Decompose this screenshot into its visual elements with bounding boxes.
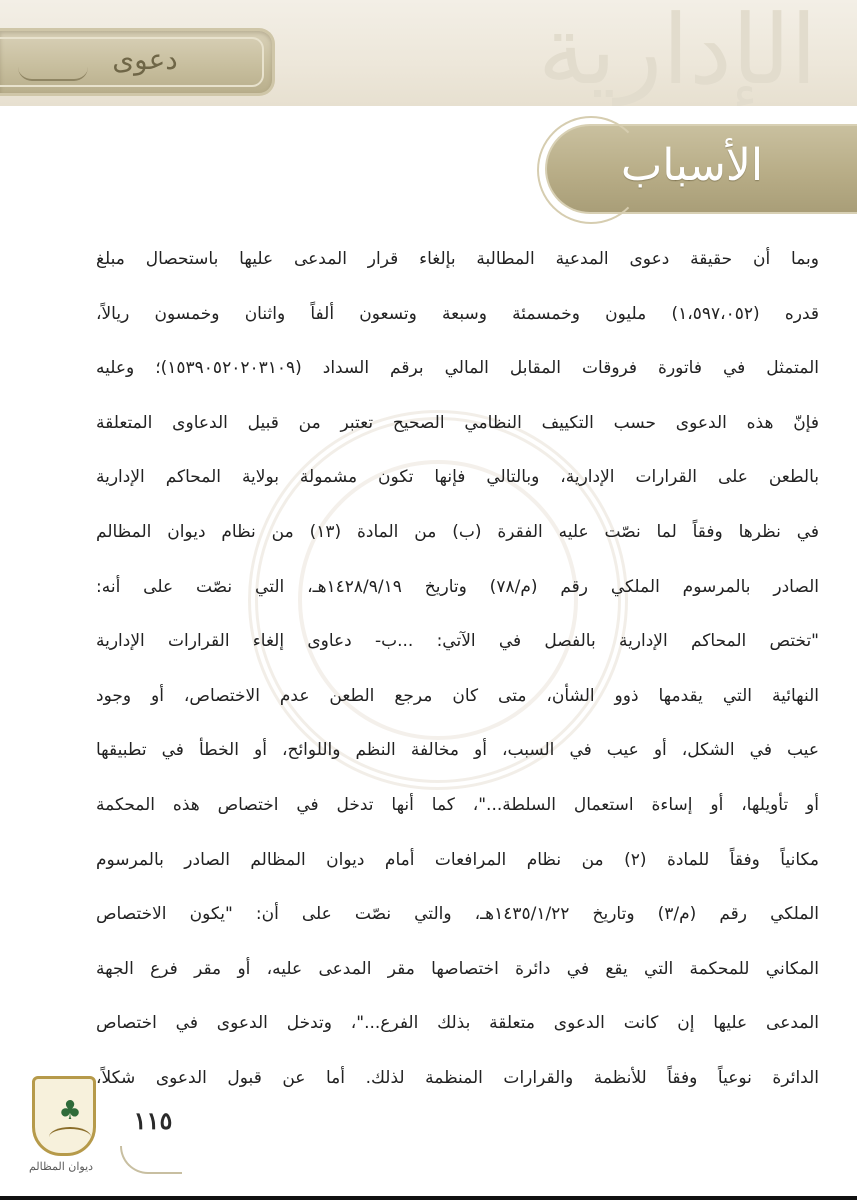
text-line: النهائية التي يقدمها ذوو الشأن، متى كان مرجع الطعن عدم الاختصاص، أو وجود xyxy=(96,685,819,706)
shield-icon xyxy=(32,1076,96,1156)
text-line: فإنّ هذه الدعوى حسب التكييف النظامي الصحيح تعتبر من قبيل الدعاوى المتعلقة xyxy=(96,412,819,433)
text-line: بالطعن على القرارات الإدارية، وبالتالي فإنها تكون مشمولة بولاية المحاكم الإدارية xyxy=(96,467,819,488)
text-line: الدائرة نوعياً وفقاً للأنظمة والقرارات المنظمة لذلك. أما عن قبول الدعوى شكلاً، xyxy=(96,1067,819,1088)
text-line: "تختص المحاكم الإدارية بالفصل في الآتي: ...ب- دعاوى إلغاء القرارات الإدارية xyxy=(96,631,819,652)
header-ornament-icon xyxy=(18,67,88,81)
scale-icon xyxy=(49,1127,91,1147)
text-line: وبما أن حقيقة دعوى المدعية المطالبة بإلغاء قرار المدعى عليها باستحصال مبلغ xyxy=(96,249,819,269)
text-line: في نظرها وفقاً لما نصّت عليه الفقرة (ب) من المادة (١٣) من نظام ديوان المظالم xyxy=(96,521,819,542)
text-line: الملكي رقم (م/٣) وتاريخ ١٤٣٥/١/٢٢هـ، والتي نصّت على أن: "يكون الاختصاص xyxy=(96,904,819,925)
palm-tree-icon: ♣ xyxy=(58,1096,82,1126)
text-line: قدره (١،٥٩٧،٠٥٢) مليون وخمسمئة وسبعة وتسعون ألفاً واثنان وخمسون ريالاً، xyxy=(96,303,819,324)
footer-ornament-icon xyxy=(120,1146,182,1174)
header-banner-title: دعوى xyxy=(112,43,178,76)
text-line: المتمثل في فاتورة فروقات المقابل المالي برقم السداد (١٥٣٩٠٥٢٠٢٠٣١٠٩)؛ وعليه xyxy=(96,358,819,379)
header-banner xyxy=(0,28,275,96)
text-line: المدعى عليها إن كانت الدعوى متعلقة بذلك الفرع..."، وتدخل الدعوى في اختصاص xyxy=(96,1013,819,1034)
body-paragraph xyxy=(96,232,819,1106)
section-heading xyxy=(545,124,857,214)
bottom-divider xyxy=(0,1196,857,1200)
text-line: مكانياً وفقاً للمادة (٢) من نظام المرافعات أمام ديوان المظالم الصادر بالمرسوم xyxy=(96,849,819,870)
section-title: الأسباب xyxy=(620,140,764,191)
header-watermark: الإدارية xyxy=(537,0,817,106)
text-line: أو تأويلها، أو إساءة استعمال السلطة..."، كما أنها تدخل في اختصاص هذه المحكمة xyxy=(96,794,819,815)
board-of-grievances-logo xyxy=(26,1070,96,1188)
text-line: المكاني للمحكمة التي يقع في دائرة اختصاصها مقر المدعى عليه، أو مقر فرع الجهة xyxy=(96,958,819,979)
text-line: الصادر بالمرسوم الملكي رقم (م/٧٨) وتاريخ ١٤٢٨/٩/١٩هـ، التي نصّت على أنه: xyxy=(96,576,819,597)
page-number: ١١٥ xyxy=(133,1106,173,1135)
logo-caption: ديوان المظالم xyxy=(28,1160,94,1173)
text-line: عيب في الشكل، أو عيب في السبب، أو مخالفة النظم واللوائح، أو الخطأ في تطبيقها xyxy=(96,740,819,761)
header-band xyxy=(0,0,857,106)
